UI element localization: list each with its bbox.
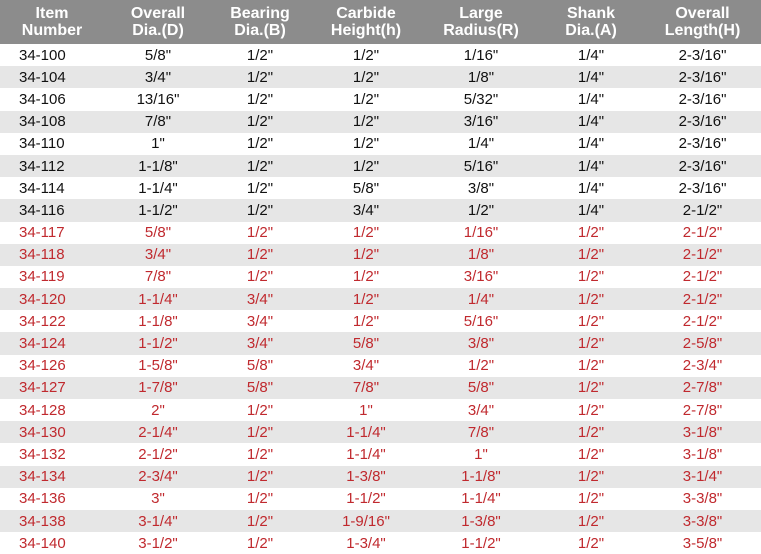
carbide-height-cell: 1/2"	[308, 222, 424, 244]
carbide-height-cell: 1-9/16"	[308, 510, 424, 532]
large-radius-cell: 1-3/8"	[424, 510, 538, 532]
table-row	[0, 399, 761, 421]
carbide-height-cell: 1/2"	[308, 266, 424, 288]
overall-length-cell: 2-5/8"	[644, 332, 761, 354]
large-radius-header	[424, 0, 538, 44]
item-number-cell: 34-108	[0, 111, 104, 133]
overall-dia-cell: 1-7/8"	[104, 377, 212, 399]
large-radius-cell: 3/16"	[424, 266, 538, 288]
bearing-dia-cell: 1/2"	[212, 510, 308, 532]
item-number-cell: 34-130	[0, 421, 104, 443]
overall-length-cell: 2-3/16"	[644, 177, 761, 199]
carbide-height-cell: 7/8"	[308, 377, 424, 399]
item-number-cell: 34-127	[0, 377, 104, 399]
overall-dia-cell: 7/8"	[104, 111, 212, 133]
overall-dia-cell: 13/16"	[104, 88, 212, 110]
bearing-dia-cell: 1/2"	[212, 44, 308, 66]
overall-length-cell: 2-1/2"	[644, 288, 761, 310]
item-number-cell: 34-140	[0, 532, 104, 554]
table-row	[0, 155, 761, 177]
overall-length-cell: 2-1/2"	[644, 222, 761, 244]
overall-dia-cell: 1-1/8"	[104, 155, 212, 177]
table-row	[0, 532, 761, 554]
shank-dia-cell: 1/4"	[538, 88, 644, 110]
large-radius-cell: 1/2"	[424, 355, 538, 377]
overall-length-cell: 3-3/8"	[644, 488, 761, 510]
large-radius-cell: 5/8"	[424, 377, 538, 399]
shank-dia-cell: 1/2"	[538, 244, 644, 266]
carbide-height-cell: 1/2"	[308, 88, 424, 110]
bearing-dia-cell: 1/2"	[212, 244, 308, 266]
large-radius-cell: 3/8"	[424, 332, 538, 354]
overall-dia-header	[104, 0, 212, 44]
table-row	[0, 244, 761, 266]
shank-dia-cell: 1/2"	[538, 466, 644, 488]
header-line: Overall	[675, 5, 730, 22]
bearing-dia-cell: 1/2"	[212, 88, 308, 110]
bearing-dia-cell: 1/2"	[212, 399, 308, 421]
shank-dia-cell: 1/4"	[538, 155, 644, 177]
overall-length-cell: 2-1/2"	[644, 199, 761, 221]
table-row	[0, 421, 761, 443]
item-number-cell: 34-122	[0, 310, 104, 332]
large-radius-cell: 1-1/2"	[424, 532, 538, 554]
overall-dia-cell: 3/4"	[104, 66, 212, 88]
carbide-height-cell: 1"	[308, 399, 424, 421]
table-row	[0, 266, 761, 288]
bearing-dia-cell: 5/8"	[212, 377, 308, 399]
table-row	[0, 466, 761, 488]
header-row	[0, 0, 761, 44]
shank-dia-cell: 1/2"	[538, 399, 644, 421]
shank-dia-cell: 1/2"	[538, 266, 644, 288]
bearing-dia-cell: 1/2"	[212, 222, 308, 244]
table-body	[0, 44, 761, 554]
carbide-height-cell: 1/2"	[308, 111, 424, 133]
overall-length-cell: 3-3/8"	[644, 510, 761, 532]
shank-dia-cell: 1/2"	[538, 310, 644, 332]
header-line: Bearing	[230, 5, 290, 22]
large-radius-cell: 1/2"	[424, 199, 538, 221]
header-line: Item	[35, 5, 69, 22]
overall-dia-cell: 3-1/2"	[104, 532, 212, 554]
large-radius-cell: 5/16"	[424, 155, 538, 177]
carbide-height-cell: 1-1/4"	[308, 443, 424, 465]
overall-length-cell: 2-3/16"	[644, 133, 761, 155]
overall-dia-cell: 7/8"	[104, 266, 212, 288]
overall-dia-cell: 2-1/4"	[104, 421, 212, 443]
carbide-height-cell: 1/2"	[308, 310, 424, 332]
shank-dia-cell: 1/2"	[538, 332, 644, 354]
header-line: Length(H)	[664, 22, 741, 39]
table-row	[0, 355, 761, 377]
large-radius-cell: 1/16"	[424, 222, 538, 244]
item-number-cell: 34-106	[0, 88, 104, 110]
overall-length-cell: 3-5/8"	[644, 532, 761, 554]
large-radius-cell: 1/4"	[424, 288, 538, 310]
item-number-cell: 34-100	[0, 44, 104, 66]
item-number-header	[0, 0, 104, 44]
table-row	[0, 222, 761, 244]
table-row	[0, 177, 761, 199]
header-line: Number	[21, 22, 83, 39]
shank-dia-cell: 1/2"	[538, 288, 644, 310]
overall-dia-cell: 2"	[104, 399, 212, 421]
bearing-dia-cell: 1/2"	[212, 421, 308, 443]
overall-dia-cell: 1-1/2"	[104, 199, 212, 221]
item-number-cell: 34-138	[0, 510, 104, 532]
large-radius-cell: 3/4"	[424, 399, 538, 421]
item-number-cell: 34-132	[0, 443, 104, 465]
table-row	[0, 332, 761, 354]
large-radius-cell: 7/8"	[424, 421, 538, 443]
bearing-dia-cell: 1/2"	[212, 111, 308, 133]
table-row	[0, 44, 761, 66]
overall-length-cell: 2-3/16"	[644, 88, 761, 110]
shank-dia-cell: 1/4"	[538, 133, 644, 155]
carbide-height-cell: 1-1/2"	[308, 488, 424, 510]
overall-dia-cell: 5/8"	[104, 222, 212, 244]
bearing-dia-cell: 1/2"	[212, 443, 308, 465]
shank-dia-cell: 1/2"	[538, 222, 644, 244]
bearing-dia-cell: 1/2"	[212, 155, 308, 177]
item-number-cell: 34-128	[0, 399, 104, 421]
item-number-cell: 34-126	[0, 355, 104, 377]
large-radius-cell: 3/8"	[424, 177, 538, 199]
large-radius-cell: 1/8"	[424, 244, 538, 266]
item-number-cell: 34-117	[0, 222, 104, 244]
large-radius-cell: 5/32"	[424, 88, 538, 110]
item-number-cell: 34-104	[0, 66, 104, 88]
carbide-height-cell: 1/2"	[308, 288, 424, 310]
large-radius-cell: 1"	[424, 443, 538, 465]
table-row	[0, 199, 761, 221]
shank-dia-cell: 1/2"	[538, 488, 644, 510]
carbide-height-cell: 1/2"	[308, 244, 424, 266]
overall-dia-cell: 2-3/4"	[104, 466, 212, 488]
shank-dia-cell: 1/2"	[538, 421, 644, 443]
overall-dia-cell: 3"	[104, 488, 212, 510]
carbide-height-cell: 1-1/4"	[308, 421, 424, 443]
carbide-height-cell: 1/2"	[308, 155, 424, 177]
overall-length-cell: 3-1/4"	[644, 466, 761, 488]
overall-length-cell: 2-1/2"	[644, 310, 761, 332]
shank-dia-cell: 1/4"	[538, 111, 644, 133]
header-line: Overall	[130, 5, 186, 22]
carbide-height-cell: 1-3/4"	[308, 532, 424, 554]
overall-length-cell: 2-1/2"	[644, 244, 761, 266]
overall-dia-cell: 1-5/8"	[104, 355, 212, 377]
bearing-dia-cell: 5/8"	[212, 355, 308, 377]
item-number-cell: 34-120	[0, 288, 104, 310]
header-line: Height(h)	[330, 22, 402, 39]
carbide-height-cell: 3/4"	[308, 355, 424, 377]
header-line: Shank	[566, 5, 615, 22]
overall-dia-cell: 3-1/4"	[104, 510, 212, 532]
table-row	[0, 133, 761, 155]
table-row	[0, 310, 761, 332]
overall-length-cell: 2-3/16"	[644, 44, 761, 66]
header-line: Dia.(B)	[234, 22, 286, 39]
overall-length-cell: 2-7/8"	[644, 377, 761, 399]
item-number-cell: 34-136	[0, 488, 104, 510]
carbide-height-cell: 1/2"	[308, 133, 424, 155]
carbide-height-cell: 3/4"	[308, 199, 424, 221]
large-radius-cell: 1/16"	[424, 44, 538, 66]
overall-dia-cell: 1-1/8"	[104, 310, 212, 332]
large-radius-cell: 1-1/4"	[424, 488, 538, 510]
bearing-dia-cell: 1/2"	[212, 488, 308, 510]
overall-dia-cell: 1-1/4"	[104, 177, 212, 199]
bearing-dia-header	[212, 0, 308, 44]
overall-dia-cell: 3/4"	[104, 244, 212, 266]
large-radius-cell: 1/4"	[424, 133, 538, 155]
table-row	[0, 111, 761, 133]
bearing-dia-cell: 1/2"	[212, 199, 308, 221]
shank-dia-cell: 1/2"	[538, 355, 644, 377]
large-radius-cell: 3/16"	[424, 111, 538, 133]
overall-dia-cell: 1"	[104, 133, 212, 155]
bearing-dia-cell: 1/2"	[212, 466, 308, 488]
shank-dia-cell: 1/4"	[538, 44, 644, 66]
header-line: Dia.(A)	[565, 22, 617, 39]
table-row	[0, 488, 761, 510]
header-line: Carbide	[336, 5, 396, 22]
bearing-dia-cell: 1/2"	[212, 66, 308, 88]
shank-dia-cell: 1/2"	[538, 532, 644, 554]
bearing-dia-cell: 3/4"	[212, 310, 308, 332]
overall-length-cell: 2-1/2"	[644, 266, 761, 288]
table-row	[0, 288, 761, 310]
carbide-height-cell: 1-3/8"	[308, 466, 424, 488]
item-number-cell: 34-124	[0, 332, 104, 354]
item-number-cell: 34-112	[0, 155, 104, 177]
large-radius-cell: 1/8"	[424, 66, 538, 88]
table-row	[0, 88, 761, 110]
carbide-height-header	[308, 0, 424, 44]
bearing-dia-cell: 1/2"	[212, 133, 308, 155]
overall-length-cell: 2-3/16"	[644, 111, 761, 133]
large-radius-cell: 5/16"	[424, 310, 538, 332]
overall-length-cell: 2-3/16"	[644, 66, 761, 88]
bearing-dia-cell: 3/4"	[212, 332, 308, 354]
header-line: Dia.(D)	[132, 22, 184, 39]
shank-dia-cell: 1/4"	[538, 177, 644, 199]
bearing-dia-cell: 1/2"	[212, 177, 308, 199]
shank-dia-cell: 1/2"	[538, 443, 644, 465]
bearing-dia-cell: 1/2"	[212, 266, 308, 288]
item-number-cell: 34-110	[0, 133, 104, 155]
shank-dia-cell: 1/4"	[538, 199, 644, 221]
table-row	[0, 510, 761, 532]
item-number-cell: 34-119	[0, 266, 104, 288]
carbide-height-cell: 1/2"	[308, 66, 424, 88]
item-number-cell: 34-116	[0, 199, 104, 221]
overall-dia-cell: 1-1/4"	[104, 288, 212, 310]
item-number-cell: 34-114	[0, 177, 104, 199]
shank-dia-cell: 1/2"	[538, 510, 644, 532]
carbide-height-cell: 5/8"	[308, 177, 424, 199]
table-row	[0, 377, 761, 399]
item-number-cell: 34-134	[0, 466, 104, 488]
overall-length-cell: 2-3/4"	[644, 355, 761, 377]
overall-length-cell: 3-1/8"	[644, 443, 761, 465]
header-line: Large	[459, 5, 503, 22]
item-number-cell: 34-118	[0, 244, 104, 266]
carbide-height-cell: 5/8"	[308, 332, 424, 354]
bearing-dia-cell: 3/4"	[212, 288, 308, 310]
large-radius-cell: 1-1/8"	[424, 466, 538, 488]
shank-dia-cell: 1/4"	[538, 66, 644, 88]
carbide-height-cell: 1/2"	[308, 44, 424, 66]
shank-dia-cell: 1/2"	[538, 377, 644, 399]
overall-length-cell: 2-3/16"	[644, 155, 761, 177]
header-line: Radius(R)	[443, 22, 519, 39]
overall-dia-cell: 2-1/2"	[104, 443, 212, 465]
overall-length-cell: 2-7/8"	[644, 399, 761, 421]
overall-dia-cell: 5/8"	[104, 44, 212, 66]
overall-length-cell: 3-1/8"	[644, 421, 761, 443]
table-row	[0, 66, 761, 88]
table-row	[0, 443, 761, 465]
shank-dia-header	[538, 0, 644, 44]
overall-length-header	[644, 0, 761, 44]
bearing-dia-cell: 1/2"	[212, 532, 308, 554]
overall-dia-cell: 1-1/2"	[104, 332, 212, 354]
